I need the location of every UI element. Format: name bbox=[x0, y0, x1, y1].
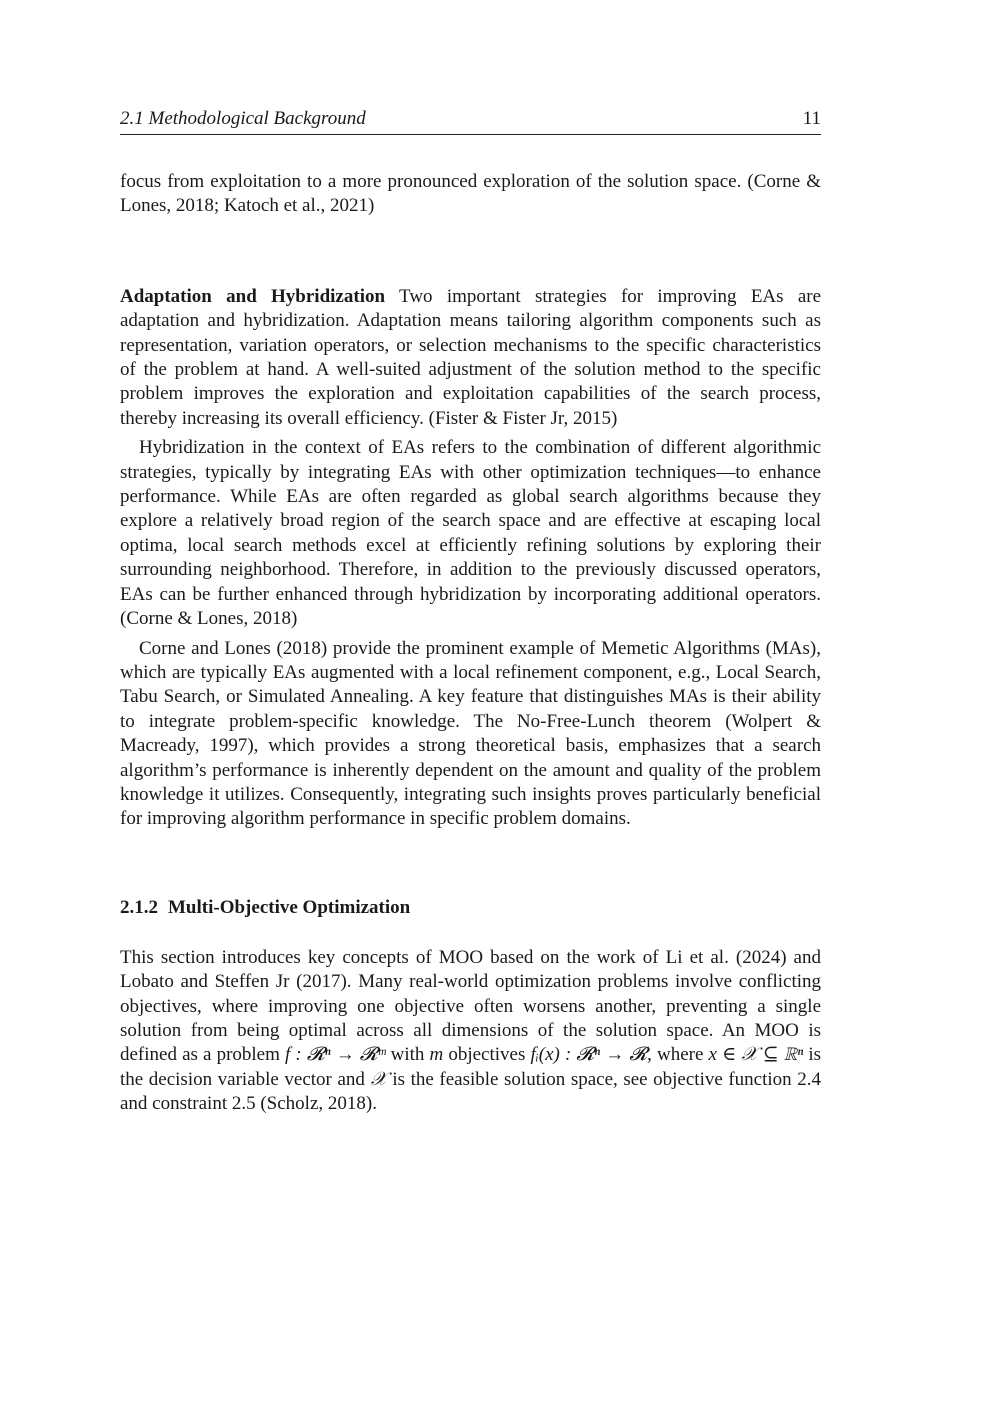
moo-paragraph bbox=[120, 946, 821, 1117]
subsection-number: 2.1.2 bbox=[120, 896, 158, 918]
adaptation-paragraph-1-text: Two important strategies for improving EAs are adaptation and hybridization. Adaptation means tailoring algorithm components such as representation, variation operators, or selection mechanisms to the specific characteristics of the problem at hand. A well-suited adjustment of the solution method to the specific problem improves the exploration and exploitation capabilities of the search process, thereby increasing its overall efficiency. (Fister & Fister Jr, 2015) bbox=[120, 285, 822, 429]
page-number: 11 bbox=[802, 108, 821, 129]
spacer bbox=[120, 920, 821, 946]
moo-text-4: , where bbox=[647, 1044, 709, 1066]
moo-text-1: This section introduces key concepts of MOO based on the work of Li et al. (2024) and Lobato and Steffen Jr (2017). Many real-world optimization problems involve conflicting objectives, where improving one objective often worsens another, preventing a single solution from being optimal across all dimensions of the solution space. An MOO is defined as a problem bbox=[120, 946, 821, 1066]
moo-text-2: with bbox=[385, 1044, 430, 1066]
moo-text-6: is the feasible solution space, see objective function 2.4 and constraint 2.5 (Scholz, 2018). bbox=[120, 1068, 821, 1115]
body-text bbox=[120, 170, 821, 1117]
math-fi: fᵢ(x) : 𝓡ⁿ → 𝓡 bbox=[530, 1044, 648, 1066]
runin-heading: Adaptation and Hybridization bbox=[120, 285, 386, 307]
memetic-paragraph: Corne and Lones (2018) provide the prominent example of Memetic Algorithms (MAs), which are typically EAs augmented with a local refinement component, e.g., Local Search, Tabu Search, or Simulated Annealing. A key feature that distinguishes MAs is their ability to integrate problem-specific knowledge. The No-Free-Lunch theorem (Wolpert & Macready, 1997), which provides a strong theoretical basis, emphasizes that a search algorithm’s performance is inherently dependent on the amount and quality of the problem knowledge it utilizes. Consequently, integrating such insights proves particularly beneficial for improving algorithm performance in specific problem domains. bbox=[120, 637, 821, 830]
math-x: x ∈ 𝒳 ⊆ ℝⁿ bbox=[708, 1044, 804, 1066]
hybridization-paragraph: Hybridization in the context of EAs refers to the combination of different algorithmic strategies, typically by integrating EAs with other optimization techniques—to enhance performance. While EAs are often regarded as global search algorithms because they explore a relatively broad region of the search space and are effective at escaping local optima, local search methods excel at efficiently refining solutions by exploring their surrounding neighborhood. Therefore, in addition to the previously discussed operators, EAs can be further enhanced through hybridization by incorporating additional operators. (Corne & Lones, 2018) bbox=[120, 437, 821, 630]
subsection-title: Multi-Objective Optimization bbox=[168, 896, 411, 918]
running-header bbox=[120, 106, 821, 135]
subsection-heading bbox=[120, 896, 821, 920]
header-section-title: 2.1 Methodological Background bbox=[120, 108, 366, 129]
continued-paragraph: focus from exploitation to a more pronounced exploration of the solution space. (Corne & Lones, 2018; Katoch et al., 2021) bbox=[120, 171, 821, 217]
math-m: m bbox=[429, 1044, 444, 1066]
moo-text-3: objectives bbox=[443, 1044, 531, 1066]
spacer bbox=[120, 219, 821, 285]
math-f: f : 𝓡ⁿ → 𝓡ᵐ bbox=[285, 1044, 386, 1066]
adaptation-paragraph-1 bbox=[120, 285, 821, 431]
moo-text-5: is the decision variable vector and bbox=[120, 1044, 822, 1090]
spacer bbox=[120, 832, 821, 896]
math-X: 𝒳 bbox=[370, 1068, 387, 1090]
